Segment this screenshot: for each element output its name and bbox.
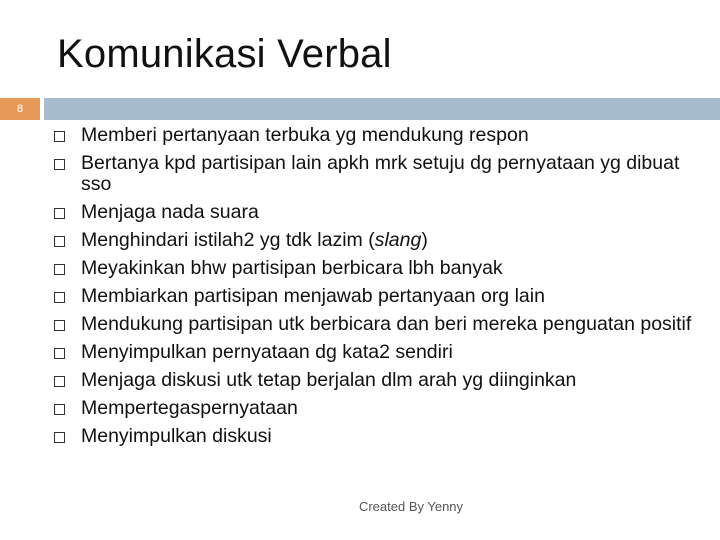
list-item — [54, 342, 694, 363]
bullet-text — [81, 230, 694, 251]
checkbox-outline-icon — [54, 292, 65, 303]
bullet-list — [54, 125, 694, 454]
list-item — [54, 286, 694, 307]
list-item — [54, 370, 694, 391]
list-item — [54, 258, 694, 279]
footer-credit: Created By Yenny — [358, 499, 464, 514]
checkbox-outline-icon — [54, 131, 65, 142]
list-item — [54, 153, 694, 195]
bullet-text-prefix: Menghindari istilah2 yg tdk lazim ( — [81, 229, 375, 251]
header-rule-bar — [44, 98, 720, 120]
checkbox-outline-icon — [54, 236, 65, 247]
checkbox-outline-icon — [54, 208, 65, 219]
bullet-text: Menyimpulkan diskusi — [81, 425, 272, 447]
bullet-text: Meyakinkan bhw partisipan berbicara lbh banyak — [81, 257, 503, 279]
checkbox-outline-icon — [54, 159, 65, 170]
bullet-text: Bertanya kpd partisipan lain apkh mrk setuju dg pernyataan yg dibuat sso — [81, 152, 680, 195]
bullet-text: Mempertegaspernyataan — [81, 397, 298, 419]
slide-number: 8 — [16, 103, 24, 115]
bullet-text: Menyimpulkan pernyataan dg kata2 sendiri — [81, 341, 453, 363]
list-item — [54, 230, 694, 251]
checkbox-outline-icon — [54, 404, 65, 415]
bullet-text: Menjaga nada suara — [81, 201, 259, 223]
checkbox-outline-icon — [54, 376, 65, 387]
list-item — [54, 426, 694, 447]
bullet-text: Mendukung partisipan utk berbicara dan beri mereka penguatan positif — [81, 313, 692, 335]
bullet-text: Memberi pertanyaan terbuka yg mendukung respon — [81, 124, 529, 146]
slang-term: slang — [374, 229, 422, 251]
checkbox-outline-icon — [54, 264, 65, 275]
list-item — [54, 398, 694, 419]
list-item — [54, 125, 694, 146]
checkbox-outline-icon — [54, 320, 65, 331]
bullet-text: Membiarkan partisipan menjawab pertanyaan org lain — [81, 285, 545, 307]
bullet-text-suffix: ) — [421, 229, 428, 251]
slide-title: Komunikasi Verbal — [57, 32, 392, 76]
slide-number-badge — [0, 98, 40, 120]
list-item — [54, 314, 694, 335]
bullet-text: Menjaga diskusi utk tetap berjalan dlm arah yg diinginkan — [81, 369, 577, 391]
list-item — [54, 202, 694, 223]
checkbox-outline-icon — [54, 432, 65, 443]
checkbox-outline-icon — [54, 348, 65, 359]
